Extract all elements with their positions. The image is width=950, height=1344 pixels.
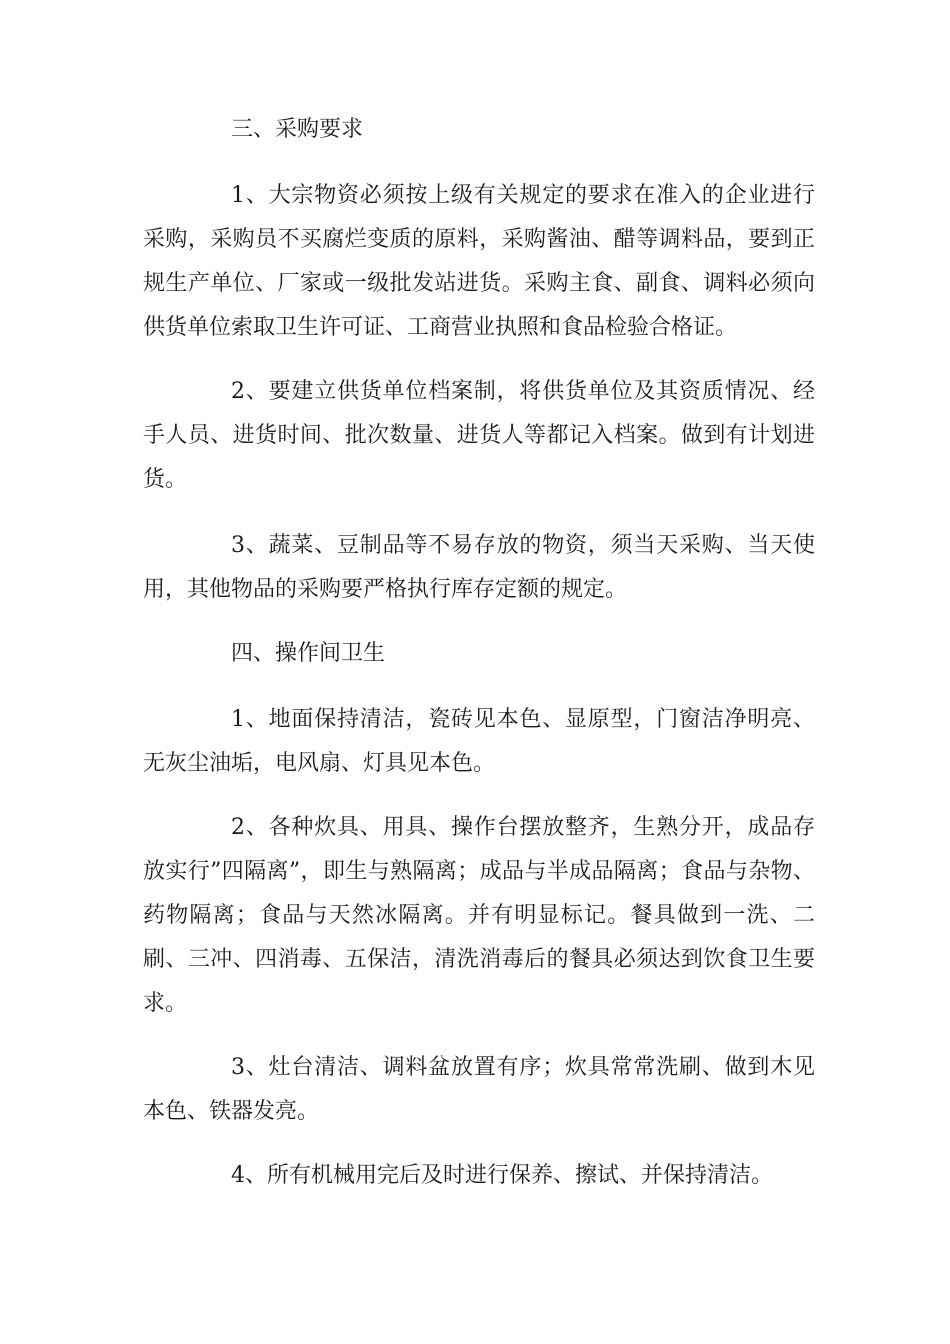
paragraph-kitchen-2: 2、各种炊具、用具、操作台摆放整齐，生熟分开，成品存放实行”四隔离”，即生与熟隔离；成品与半成品隔离；食品与杂物、药物隔离；食品与天然冰隔离。并有明显标记。餐具做到一洗、二刷、三冲、四消毒、五保洁，清洗消毒后的餐具必须达到饮食卫生要求。 <box>143 815 815 1016</box>
section-heading-purchasing: 三、采购要求 <box>231 117 364 142</box>
section-heading-kitchen-hygiene: 四、操作间卫生 <box>231 641 386 666</box>
paragraph-kitchen-3: 3、灶台清洁、调料盆放置有序；炊具常常洗刷、做到木见本色、铁器发亮。 <box>143 1055 815 1124</box>
paragraph-kitchen-1: 1、地面保持清洁，瓷砖见本色、显原型，门窗洁净明亮、无灰尘油垢，电风扇、灯具见本色。 <box>143 707 815 776</box>
paragraph-purchasing-2: 2、要建立供货单位档案制，将供货单位及其资质情况、经手人员、进货时间、批次数量、进货人等都记入档案。做到有计划进货。 <box>143 379 815 492</box>
paragraph-kitchen-4: 4、所有机械用完后及时进行保养、擦试、并保持清洁。 <box>231 1163 773 1188</box>
paragraph-purchasing-3: 3、蔬菜、豆制品等不易存放的物资，须当天采购、当天使用，其他物品的采购要严格执行库存定额的规定。 <box>143 533 815 602</box>
paragraph-purchasing-1: 1、大宗物资必须按上级有关规定的要求在准入的企业进行采购，采购员不买腐烂变质的原料，采购酱油、醋等调料品，要到正规生产单位、厂家或一级批发站进货。采购主食、副食、调料必须向供货单位索取卫生许可证、工商营业执照和食品检验合格证。 <box>143 183 815 340</box>
